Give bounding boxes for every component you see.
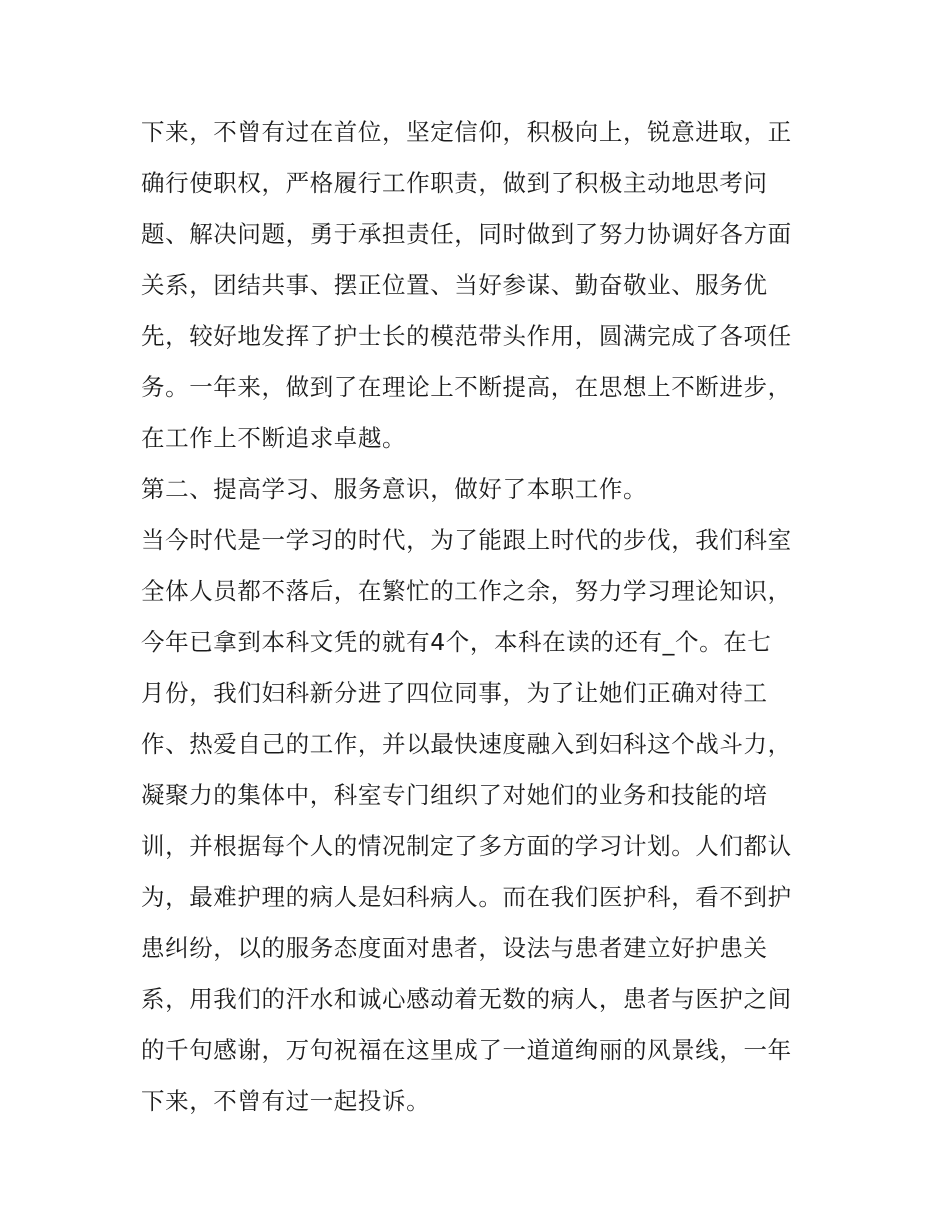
text-line: 全体人员都不落后，在繁忙的工作之余，努力学习理论知识， (141, 577, 792, 605)
text-line: 系，用我们的汗水和诚心感动着无数的病人，患者与医护之间 (141, 985, 792, 1013)
text-line: 为，最难护理的病人是妇科病人。而在我们医护科，看不到护 (141, 883, 792, 911)
body-text (141, 107, 821, 1127)
text-line: 凝聚力的集体中，科室专门组织了对她们的业务和技能的培 (141, 781, 768, 809)
text-line: 患纠纷，以的服务态度面对患者，设法与患者建立好护患关 (141, 934, 768, 962)
text-line: 务。一年来，做到了在理论上不断提高，在思想上不断进步， (141, 373, 792, 401)
text-line: 当今时代是一学习的时代，为了能跟上时代的步伐，我们科室 (141, 526, 792, 554)
text-line: 训，并根据每个人的情况制定了多方面的学习计划。人们都认 (141, 832, 792, 860)
text-line: 下来，不曾有过在首位，坚定信仰，积极向上，锐意进取，正 (141, 118, 792, 146)
text-line: 题、解决问题，勇于承担责任，同时做到了努力协调好各方面 (141, 220, 792, 248)
text-line: 今年已拿到本科文凭的就有4个，本科在读的还有_个。在七 (141, 628, 772, 656)
text-line: 作、热爱自己的工作，并以最快速度融入到妇科这个战斗力， (141, 730, 792, 758)
text-line: 关系，团结共事、摆正位置、当好参谋、勤奋敬业、服务优 (141, 271, 768, 299)
text-line: 下来，不曾有过一起投诉。 (141, 1087, 431, 1115)
section-heading: 第二、提高学习、服务意识，做好了本职工作。 (141, 475, 648, 503)
text-line: 确行使职权，严格履行工作职责，做到了积极主动地思考问 (141, 169, 768, 197)
text-line: 先，较好地发挥了护士长的模范带头作用，圆满完成了各项任 (141, 322, 792, 350)
text-line: 在工作上不断追求卓越。 (141, 424, 407, 452)
text-line: 月份，我们妇科新分进了四位同事，为了让她们正确对待工 (141, 679, 768, 707)
text-line: 的千句感谢，万句祝福在这里成了一道道绚丽的风景线，一年 (141, 1036, 792, 1064)
